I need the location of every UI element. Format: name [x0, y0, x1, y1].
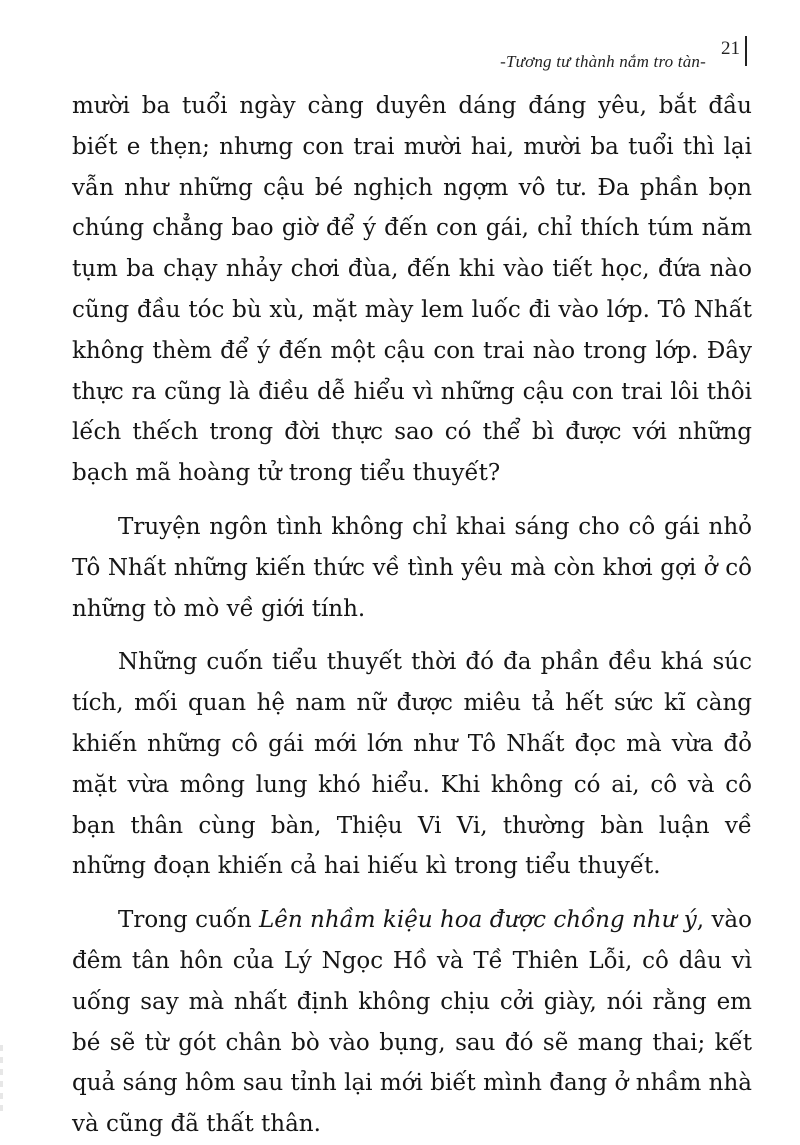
header-divider	[745, 36, 747, 66]
paragraph-4-rest: , vào đêm tân hôn của Lý Ngọc Hồ và Tề Thiên Lỗi, cô dâu vì uống say mà nhất định không chịu cởi giày, nói rằng em bé sẽ từ gót chân bò vào bụng, sau đó sẽ mang thai; kết quả sáng hôm sau tỉnh lại mới biết mình đang ở nhầm nhà và cũng đã thất thân.	[72, 907, 752, 1138]
paragraph-4	[72, 900, 752, 1145]
running-header-title: -Tương tư thành nắm tro tàn-	[500, 52, 706, 71]
paragraph-1: mười ba tuổi ngày càng duyên dáng đáng yêu, bắt đầu biết e thẹn; nhưng con trai mười hai, mười ba tuổi thì lại vẫn như những cậu bé nghịch ngợm vô tư. Đa phần bọn chúng chẳng bao giờ để ý đến con gái, chỉ thích túm năm tụm ba chạy nhảy chơi đùa, đến khi vào tiết học, đứa nào cũng đầu tóc bù xù, mặt mày lem luốc đi vào lớp. Tô Nhất không thèm để ý đến một cậu con trai nào trong lớp. Đây thực ra cũng là điều dễ hiểu vì những cậu con trai lôi thôi lếch thếch trong đời thực sao có thể bì được với những bạch mã hoàng tử trong tiểu thuyết?	[72, 93, 752, 487]
paragraph-3: Những cuốn tiểu thuyết thời đó đa phần đều khá súc tích, mối quan hệ nam nữ được miêu tả hết sức kĩ càng khiến những cô gái mới lớn như Tô Nhất đọc mà vừa đỏ mặt vừa mông lung khó hiểu. Khi không có ai, cô và cô bạn thân cùng bàn, Thiệu Vi Vi, thường bàn luận về những đoạn khiến cả hai hiếu kì trong tiểu thuyết.	[72, 649, 752, 880]
paragraph-4-lead: Trong cuốn	[118, 907, 259, 934]
body-text	[72, 86, 752, 1145]
scan-edge-mark	[0, 1045, 3, 1115]
book-title: Lên nhầm kiệu hoa được chồng như ý	[259, 907, 697, 934]
paragraph-2: Truyện ngôn tình không chỉ khai sáng cho cô gái nhỏ Tô Nhất những kiến thức về tình yêu mà còn khơi gợi ở cô những tò mò về giới tính.	[72, 513, 752, 622]
page-number: 21	[721, 38, 740, 59]
